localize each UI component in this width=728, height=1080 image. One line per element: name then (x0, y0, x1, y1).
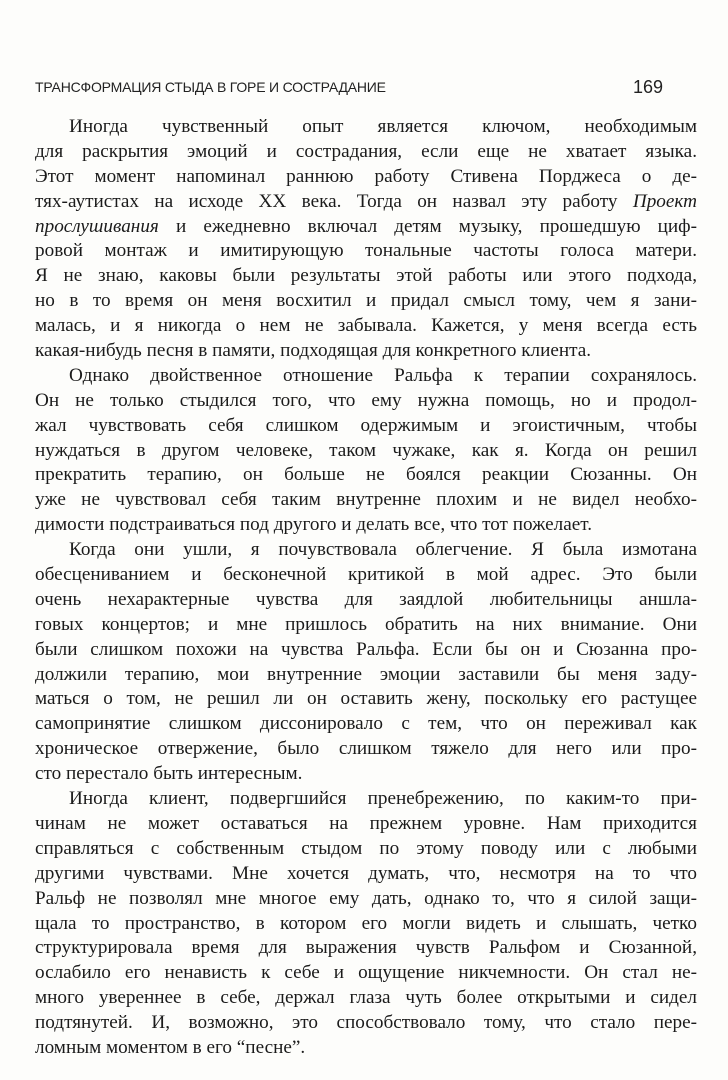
text-line: были слишком похожи на чувства Ральфа. Если бы он и Сюзанна про- (35, 638, 697, 660)
running-head (35, 76, 663, 98)
text-line: хроническое отвержение, было слишком тяжело для него или про- (35, 738, 697, 760)
paragraph-4 (35, 787, 697, 1061)
text-line: очень нехарактерные чувства для заядлой любительницы аншла- (35, 588, 697, 610)
italic-title: Проект (632, 190, 697, 212)
text-line: чинам не может оставаться на прежнем уровне. Нам приходится (35, 812, 697, 834)
text-line: уже не чувствовал себя таким внутренне плохим и не видел необхо- (35, 489, 697, 511)
text-line: говых концертов; и мне пришлось обратить на них внимание. Они (35, 613, 697, 635)
text-line: Ральф не позволял мне многое ему дать, однако то, что я силой защи- (35, 887, 697, 909)
text-line: Иногда чувственный опыт является ключом, необходимым (69, 116, 697, 137)
text-line: ослабило его ненависть к себе и ощущение никчемности. Он стал не- (35, 962, 697, 984)
page-number: 169 (632, 77, 663, 97)
text-line: подтянутей. И, возможно, это способствовало тому, что стало пере- (35, 1012, 697, 1034)
text-line-with-italic (35, 190, 697, 215)
text-line: жал чувствовать себя слишком одержимым и эгоистичным, чтобы (35, 414, 697, 436)
text-line: самопринятие слишком диссонировало с тем, что он переживал как (35, 713, 697, 735)
text-line: Он не только стыдился того, что ему нужна помощь, но и продол- (35, 389, 697, 411)
text-line: какая-нибудь песня в памяти, подходящая для конкретного клиента. (35, 340, 592, 362)
text-line: Когда они ушли, я почувствовала облегчение. Я была измотана (69, 539, 697, 561)
body-text (35, 115, 697, 1061)
text-segment: тях-аутистах на исходе XX века. Тогда он назвал эту работу (35, 190, 633, 212)
text-line: Однако двойственное отношение Ральфа к терапии сохранялось. (69, 364, 697, 386)
text-segment: и ежедневно включал детям музыку, прошедшую циф- (158, 215, 697, 237)
text-line: Я не знаю, каковы были результаты этой работы или этого подхода, (35, 265, 697, 287)
text-line: Этот момент напоминал раннюю работу Стивена Порджеса о де- (35, 165, 697, 187)
text-line: ровой монтаж и имитирующую тональные частоты голоса матери. (35, 240, 697, 262)
text-line: сто перестало быть интересным. (35, 763, 303, 785)
paragraph-1 (35, 115, 697, 364)
paragraph-2 (35, 364, 697, 538)
text-line: маться о том, не решил ли он оставить жену, поскольку его растущее (35, 688, 697, 710)
text-line: малась, и я никогда о нем не забывала. Кажется, у меня всегда есть (35, 315, 697, 337)
text-line: для раскрытия эмоций и сострадания, если еще не хватает языка. (35, 140, 697, 162)
text-line: структурировала время для выражения чувств Ральфом и Сюзанной, (35, 937, 697, 959)
text-line-with-italic (35, 215, 697, 240)
text-line: другими чувствами. Мне хочется думать, что, несмотря на то что (35, 862, 697, 884)
paragraph-3 (35, 538, 697, 787)
text-line: нуждаться в другом человеке, таком чужаке, как я. Когда он решил (35, 439, 697, 461)
text-line: ломным моментом в его “песне”. (35, 1036, 306, 1058)
text-line: прекратить терапию, он больше не боялся реакции Сюзанны. Он (35, 464, 697, 486)
text-line: справляться с собственным стыдом по этому поводу или с любыми (35, 837, 697, 859)
text-line: много увереннее в себе, держал глаза чуть более открытыми и сидел (35, 987, 697, 1009)
text-line: должили терапию, мои внутренние эмоции заставили бы меня заду- (35, 663, 697, 685)
text-line: димости подстраиваться под другого и делать все, что тот пожелает. (35, 514, 592, 536)
italic-title: прослушивания (35, 215, 159, 237)
text-line: Иногда клиент, подвергшийся пренебрежению, по каким-то при- (69, 788, 697, 810)
text-line: щала то пространство, в котором его могли видеть и слышать, четко (35, 912, 697, 934)
running-title: ТРАНСФОРМАЦИЯ СТЫДА В ГОРЕ И СОСТРАДАНИЕ (35, 79, 386, 95)
text-line: обесцениванием и бесконечной критикой в мой адрес. Это были (35, 564, 697, 586)
text-line: но в то время он меня восхитил и придал смысл тому, чем я зани- (35, 290, 697, 312)
